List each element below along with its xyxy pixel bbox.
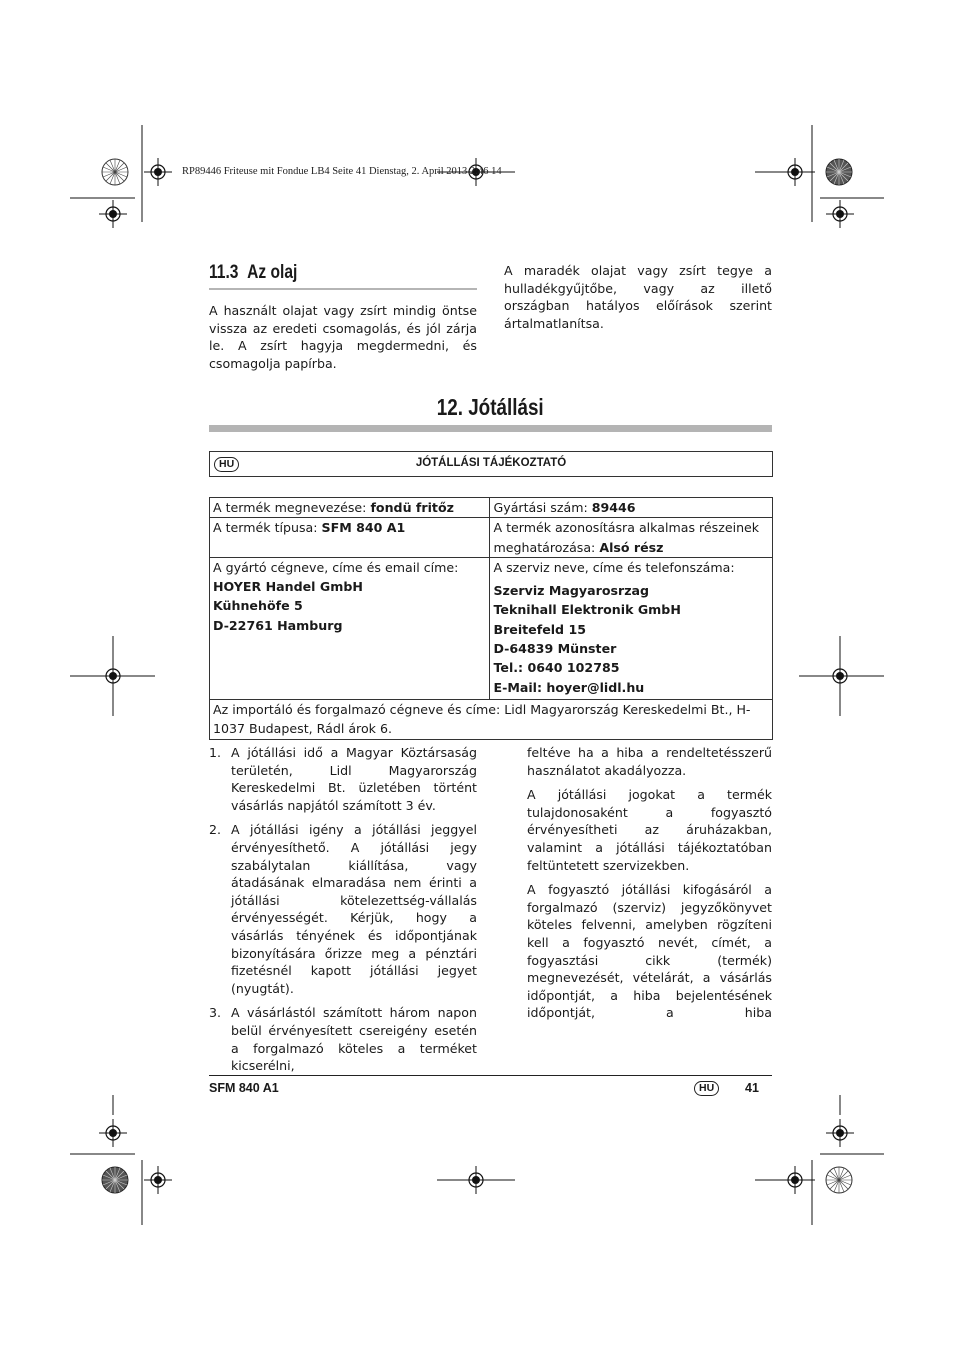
manufacturer-line: HOYER Handel GmbH (213, 579, 363, 595)
page-number: 41 (745, 1081, 759, 1095)
service-line: Szerviz Magyarosrzag (493, 583, 650, 599)
hu-badge: HU (214, 457, 239, 472)
section-11-3-para-right: A maradék olajat vagy zsírt tegye a hulladékgyűjtőbe, vagy az illető országban hatályos előírások szerint ártalmatlanítsa. (504, 263, 772, 331)
serial-label: Gyártási szám: (493, 500, 588, 515)
serial-value: 89446 (591, 500, 636, 515)
service-label: A szerviz neve, címe és telefonszáma: (493, 559, 735, 575)
right-paragraph: feltéve ha a hiba a rendeltetésszerű használatot akadályozza. (527, 745, 772, 778)
print-info: RP89446 Friteuse mit Fondue LB4 Seite 41 Dienstag, 2. April 2013 2:46 14 (182, 166, 502, 177)
right-paragraph: A jótállási jogokat a termék tulajdonosaként a fogyasztó érvényesítheti az áruházakban, valamint a jótállási tájékoztatóban feltüntetett szervizekben. (527, 787, 772, 873)
chapter-title: 12. Jótállási (437, 394, 544, 420)
product-name-cell (210, 498, 490, 518)
list-item-number: 1. (209, 745, 222, 760)
manufacturer-cell (210, 557, 490, 699)
section-11-3-para-left: A használt olajat vagy zsírt mindig öntse vissza az eredeti csomagolás, és jól zárja le. A zsírt hagyja megdermedni, és csomagolja papírba. (209, 303, 477, 371)
table-row (210, 557, 773, 699)
serial-cell (490, 498, 773, 518)
importer-cell: Az importáló és forgalmazó cégneve és címe: Lidl Magyarország Kereskedelmi Bt., H-1037 Budapest, Rádl árok 6. (210, 699, 773, 739)
type-label: A termék típusa: (213, 520, 318, 536)
right-paragraph: A fogyasztó jótállási kifogásáról a forgalmazó (szerviz) jegyzőkönyvet köteles felvenni, amelyben rögzíteni kell a fogyasztó nevét, címét, a fogyasztási cikk (termék) megnevezését, vételárát, a vásárlás időpontját, a hiba bejelentésének időpontját, a hiba (527, 882, 772, 1021)
manufacturer-line: D-22761 Hamburg (213, 617, 343, 633)
product-name-value: fondü fritőz (370, 500, 454, 515)
service-line: Tel.: 0640 102785 (493, 660, 620, 676)
list-item-number: 2. (209, 822, 222, 838)
section-number: 11.3 (209, 262, 239, 283)
chapter-title-wrap (209, 394, 772, 421)
table-row (210, 498, 773, 518)
footer-model: SFM 840 A1 (209, 1081, 279, 1095)
warranty-list (209, 744, 477, 1082)
manufacturer-label: A gyártó cégneve, címe és email címe: (213, 559, 459, 575)
heading-rule (209, 288, 477, 290)
service-line: Teknihall Elektronik GmbH (493, 602, 681, 618)
chapter-title-bar (209, 425, 772, 432)
warranty-table (209, 497, 773, 740)
list-item (209, 744, 477, 814)
service-line: Breitefeld 15 (493, 621, 586, 637)
warranty-info-title: JÓTÁLLÁSI TÁJÉKOZTATÓ (415, 457, 567, 469)
section-11-3-heading (209, 262, 477, 290)
list-item-text: A vásárlástól számított három napon belül érvényesített csereigény esetén a forgalmazó köteles a terméket kicserélni, (231, 1005, 477, 1074)
type-cell (210, 518, 490, 558)
section-title: Az olaj (247, 262, 298, 283)
identification-label: A termék azonosításra alkalmas részeinek meghatározása: (493, 520, 760, 555)
service-line: E-Mail: hoyer@lidl.hu (493, 679, 645, 695)
identification-cell (490, 518, 773, 558)
table-row (210, 699, 773, 739)
manufacturer-line: Kühnehöfe 5 (213, 598, 303, 614)
list-item-text: A jótállási idő a Magyar Köztársaság területén, Lidl Magyarország Kereskedelmi Bt. üzletében történt vásárlás napjától számított 3 év. (231, 745, 477, 813)
list-item (209, 1004, 477, 1074)
warranty-right-column (527, 744, 772, 1022)
service-line: D-64839 Münster (493, 641, 617, 657)
warranty-info-header (209, 451, 773, 477)
service-cell (490, 557, 773, 699)
list-item-text: A jótállási igény a jótállási jeggyel érvényesíthető. A jótállási jegy szabálytalan kiállítása, vagy átadásának elmaradása nem érinti a jótállási kötelezettség-vállalás érvényességét. Kérjük, hogy a vásárlás tényének és időpontjának bizonyítására őrizze meg a pénztári fizetésnél kapott jótállási jegyet (nyugtát). (231, 822, 477, 996)
identification-value: Alsó rész (599, 539, 664, 555)
footer-rule (209, 1075, 772, 1076)
footer-hu-badge: HU (694, 1081, 719, 1096)
table-row (210, 518, 773, 558)
list-item (209, 821, 477, 997)
type-value: SFM 840 A1 (321, 520, 406, 536)
product-name-label: A termék megnevezése: (213, 500, 367, 515)
list-item-number: 3. (209, 1005, 222, 1021)
